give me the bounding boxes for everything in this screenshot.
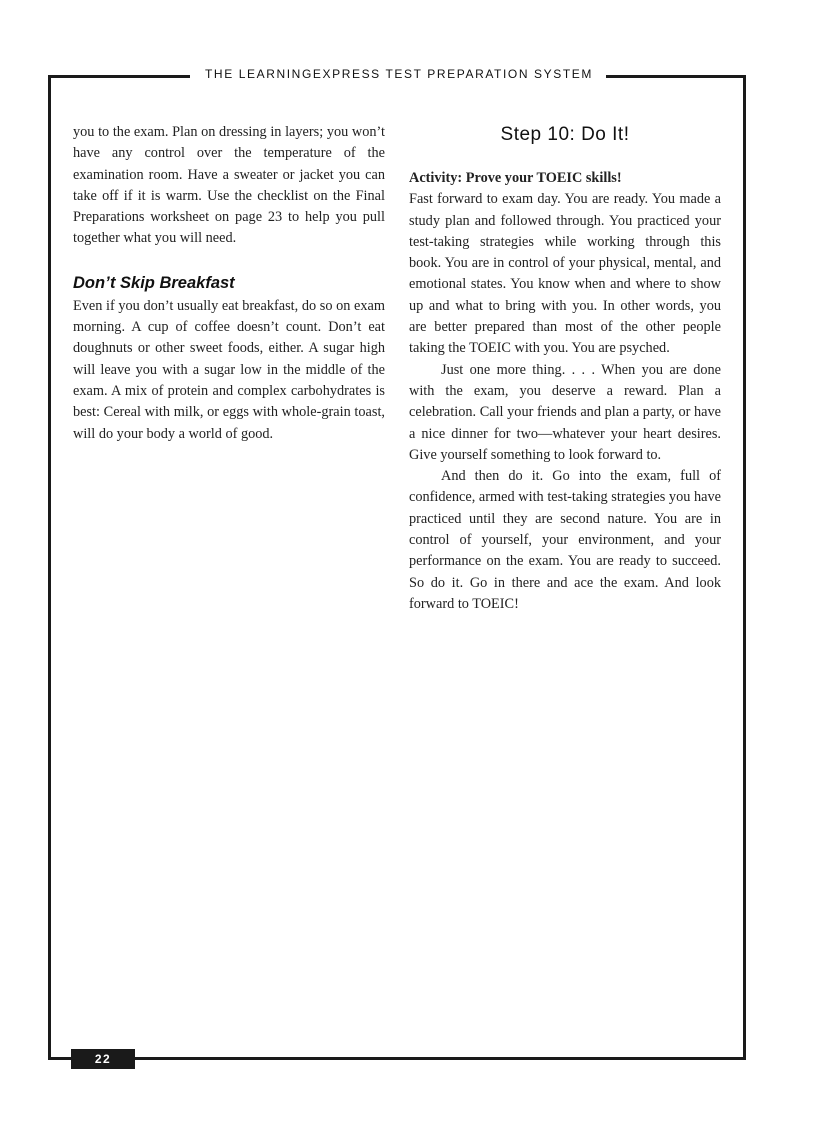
frame-bottom-rule [48,1057,746,1060]
paragraph-3: And then do it. Go into the exam, full of confidence, armed with test-taking strategies you have practiced until they are second nature. You are in control of yourself, your environment, and your performance on the exam. You are ready to succeed. So do it. Go in there and ace the exam. And look forward to TOEIC! [409,468,721,612]
frame-top-right-rule [606,75,746,78]
activity-label: Activity: Prove your TOEIC skills! [409,170,622,186]
frame-left-rule [48,75,51,1060]
right-column [409,122,721,615]
breakfast-heading: Don’t Skip Breakfast [73,273,235,292]
breakfast-paragraph: Even if you don’t usually eat breakfast, do so on exam morning. A cup of coffee doesn’t count. Don’t eat doughnuts or other sweet foods, either. A sugar high will leave you with a sugar low in the middle of the exam. A mix of protein and complex carbohydrates is best: Cereal with milk, or eggs with whole-grain toast, will do your body a world of good. [73,297,385,442]
paragraph-2: Just one more thing. . . . When you are done with the exam, you deserve a reward. Plan a celebration. Call your friends and plan a party, or have a nice dinner for two—whatever your heart desires. Give yourself something to look forward to. [409,361,721,463]
frame-right-rule [743,75,746,1060]
running-header: THE LEARNINGEXPRESS TEST PREPARATION SYSTEM [205,67,593,81]
step-heading: Step 10: Do It! [500,124,630,145]
frame-top-left-rule [48,75,190,78]
left-column [73,122,385,445]
paragraph-1: Fast forward to exam day. You are ready. You made a study plan and followed through. You practiced your test-taking strategies while working through this book. You are in control of your physical, mental, and emotional states. You know when and where to show up and what to bring with you. In other words, you are better prepared than most of the other people taking the TOEIC with you. You are psyched. [409,191,721,357]
page-number: 22 [71,1049,135,1069]
intro-paragraph: you to the exam. Plan on dressing in layers; you won’t have any control over the temperature of the examination room. Have a sweater or jacket you can take off if it is warm. Use the checklist on the Final Preparations worksheet on page 23 to help you pull together what you will need. [73,124,385,247]
